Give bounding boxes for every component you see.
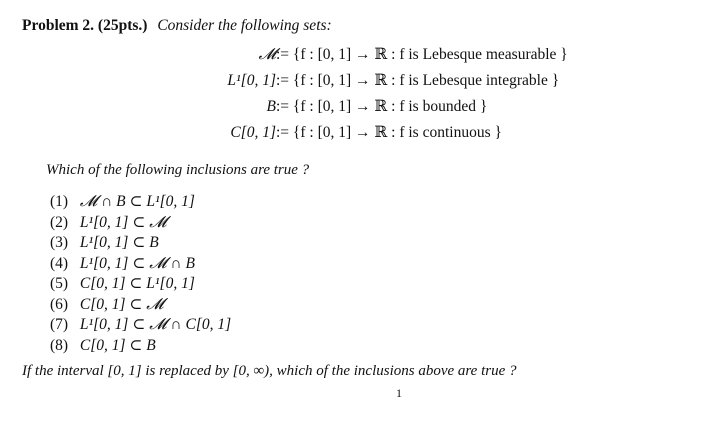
option-item bbox=[50, 233, 231, 254]
option-item bbox=[50, 192, 231, 213]
question-text: Which of the following inclusions are true ? bbox=[46, 162, 310, 178]
option-number: (5) bbox=[50, 275, 69, 292]
definition-lhs: C[0, 1] bbox=[230, 124, 276, 141]
option-number: (4) bbox=[50, 254, 69, 272]
option-number: (6) bbox=[50, 295, 69, 313]
page-number: 1 bbox=[396, 386, 402, 400]
option-text: C[0, 1] ⊂ B bbox=[79, 336, 156, 354]
option-text: L¹[0, 1] ⊂ B bbox=[79, 234, 159, 251]
problem-heading bbox=[22, 16, 332, 36]
definition-rhs: := {f : [0, 1] → ℝ : f is Lebesque measurable } bbox=[276, 46, 568, 63]
option-text: L¹[0, 1] ⊂ 𝓜 ∩ C[0, 1] bbox=[79, 316, 232, 333]
option-text: C[0, 1] ⊂ L¹[0, 1] bbox=[79, 275, 195, 292]
definition-row bbox=[196, 94, 616, 120]
problem-label: Problem 2. bbox=[22, 17, 95, 34]
option-number: (7) bbox=[50, 316, 69, 333]
option-item bbox=[50, 295, 231, 316]
definition-rhs: := {f : [0, 1] → ℝ : f is Lebesque integrable } bbox=[276, 72, 560, 89]
option-number: (1) bbox=[50, 193, 69, 210]
option-number: (2) bbox=[50, 213, 69, 231]
option-item bbox=[50, 254, 231, 275]
followup-question: If the interval [0, 1] is replaced by [0, ∞), which of the inclusions above are true ? bbox=[22, 363, 517, 379]
definition-row bbox=[196, 42, 616, 68]
option-text: L¹[0, 1] ⊂ 𝓜 bbox=[79, 213, 167, 231]
definition-lhs: 𝓜 bbox=[258, 46, 276, 63]
problem-intro: Consider the following sets: bbox=[157, 17, 332, 34]
option-item bbox=[50, 213, 231, 234]
definition-row bbox=[196, 68, 616, 94]
option-text: 𝓜 ∩ B ⊂ L¹[0, 1] bbox=[79, 193, 195, 210]
option-item bbox=[50, 274, 231, 295]
option-number: (3) bbox=[50, 234, 69, 251]
option-text: C[0, 1] ⊂ 𝓜 bbox=[79, 295, 164, 313]
problem-points: (25pts.) bbox=[97, 17, 148, 34]
definition-row bbox=[196, 120, 616, 146]
option-number: (8) bbox=[50, 336, 69, 354]
inclusion-options bbox=[50, 192, 231, 356]
set-definitions bbox=[196, 42, 616, 146]
definition-lhs: B bbox=[266, 98, 276, 115]
definition-rhs: := {f : [0, 1] → ℝ : f is continuous } bbox=[276, 124, 502, 141]
option-text: L¹[0, 1] ⊂ 𝓜 ∩ B bbox=[79, 254, 195, 272]
option-item bbox=[50, 315, 231, 336]
definition-rhs: := {f : [0, 1] → ℝ : f is bounded } bbox=[276, 98, 488, 115]
definition-lhs: L¹[0, 1] bbox=[227, 72, 276, 89]
option-item bbox=[50, 336, 231, 357]
